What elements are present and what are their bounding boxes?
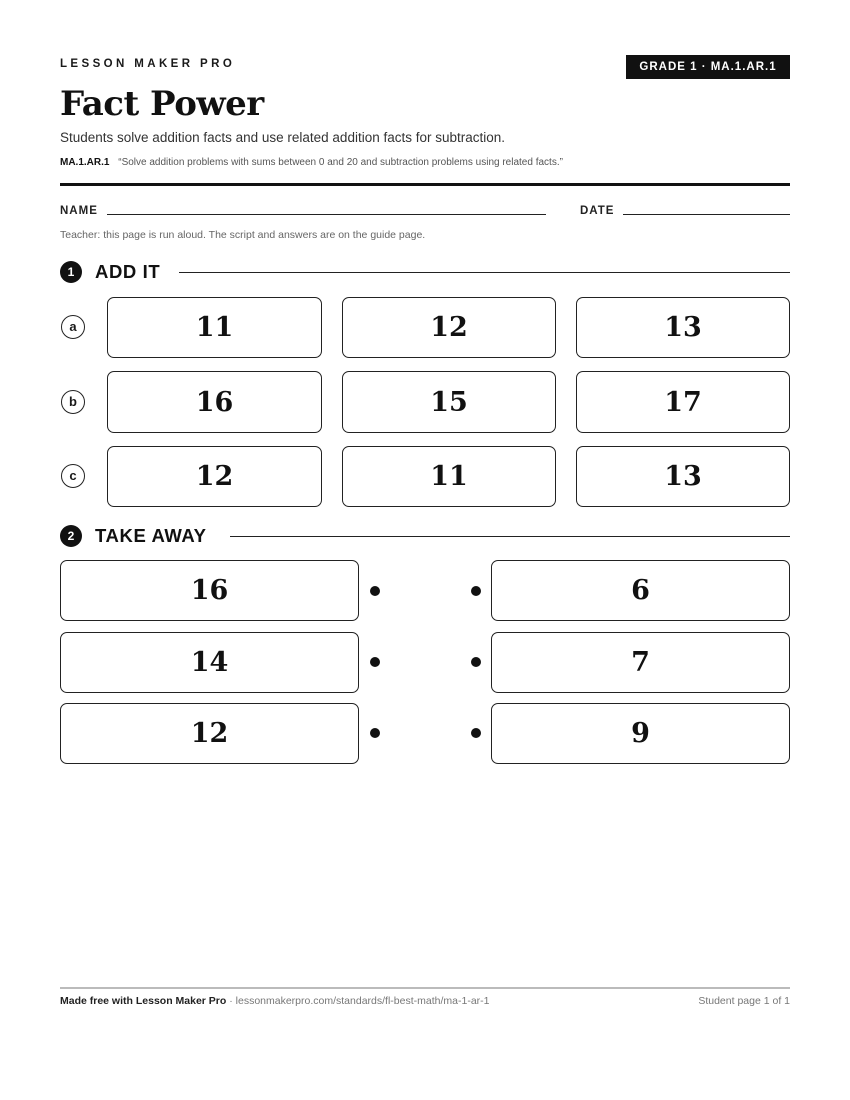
row-letter-c: c	[61, 464, 85, 488]
worksheet-subtitle: Students solve addition facts and use related addition facts for subtraction.	[60, 130, 506, 145]
section-2-rule	[230, 536, 790, 537]
section-1-number: 1	[60, 261, 82, 283]
teacher-note: Teacher: this page is run aloud. The script and answers are on the guide page.	[60, 229, 426, 241]
footer-divider	[60, 987, 790, 989]
add-card-a1: 11	[107, 297, 322, 358]
take-away-left-3[interactable]: 12	[60, 703, 359, 764]
section-2-number: 2	[60, 525, 82, 547]
add-card-c3: 13	[576, 446, 790, 507]
match-dot-left-3[interactable]	[370, 728, 380, 738]
match-dot-right-1[interactable]	[471, 586, 481, 596]
match-dot-right-2[interactable]	[471, 657, 481, 667]
name-field[interactable]	[107, 214, 546, 215]
add-card-b3: 17	[576, 371, 790, 433]
footer-credit	[60, 995, 490, 1007]
add-card-a3: 13	[576, 297, 790, 358]
date-label: DATE	[580, 205, 615, 217]
worksheet-title: Fact Power	[60, 84, 264, 124]
section-1-title: ADD IT	[95, 261, 161, 282]
take-away-left-1[interactable]: 16	[60, 560, 359, 621]
add-card-b2: 15	[342, 371, 556, 433]
section-2-title: TAKE AWAY	[95, 525, 207, 546]
take-away-right-2[interactable]: 7	[491, 632, 790, 693]
add-card-c2: 11	[342, 446, 556, 507]
standard-line	[60, 157, 563, 168]
add-card-b1: 16	[107, 371, 322, 433]
standard-code: MA.1.AR.1	[60, 157, 110, 168]
standard-text: “Solve addition problems with sums between 0 and 20 and subtraction problems using related facts.”	[118, 157, 563, 168]
row-letter-b: b	[61, 390, 85, 414]
header-divider	[60, 183, 790, 186]
section-2-header	[60, 523, 207, 549]
row-letter-a: a	[61, 315, 85, 339]
brand-name: LESSON MAKER PRO	[60, 58, 236, 70]
section-1-rule	[179, 272, 790, 273]
footer-page-number: Student page 1 of 1	[698, 995, 790, 1007]
footer-url[interactable]: · lessonmakerpro.com/standards/fl-best-math/ma-1-ar-1	[229, 995, 490, 1007]
footer-made-with: Made free with Lesson Maker Pro	[60, 995, 227, 1007]
take-away-right-3[interactable]: 9	[491, 703, 790, 764]
match-dot-right-3[interactable]	[471, 728, 481, 738]
section-1-header	[60, 259, 160, 285]
name-label: NAME	[60, 205, 98, 217]
take-away-left-2[interactable]: 14	[60, 632, 359, 693]
add-card-a2: 12	[342, 297, 556, 358]
add-card-c1: 12	[107, 446, 322, 507]
date-field[interactable]	[623, 214, 790, 215]
match-dot-left-2[interactable]	[370, 657, 380, 667]
match-dot-left-1[interactable]	[370, 586, 380, 596]
take-away-right-1[interactable]: 6	[491, 560, 790, 621]
grade-badge: GRADE 1 · MA.1.AR.1	[626, 55, 790, 79]
